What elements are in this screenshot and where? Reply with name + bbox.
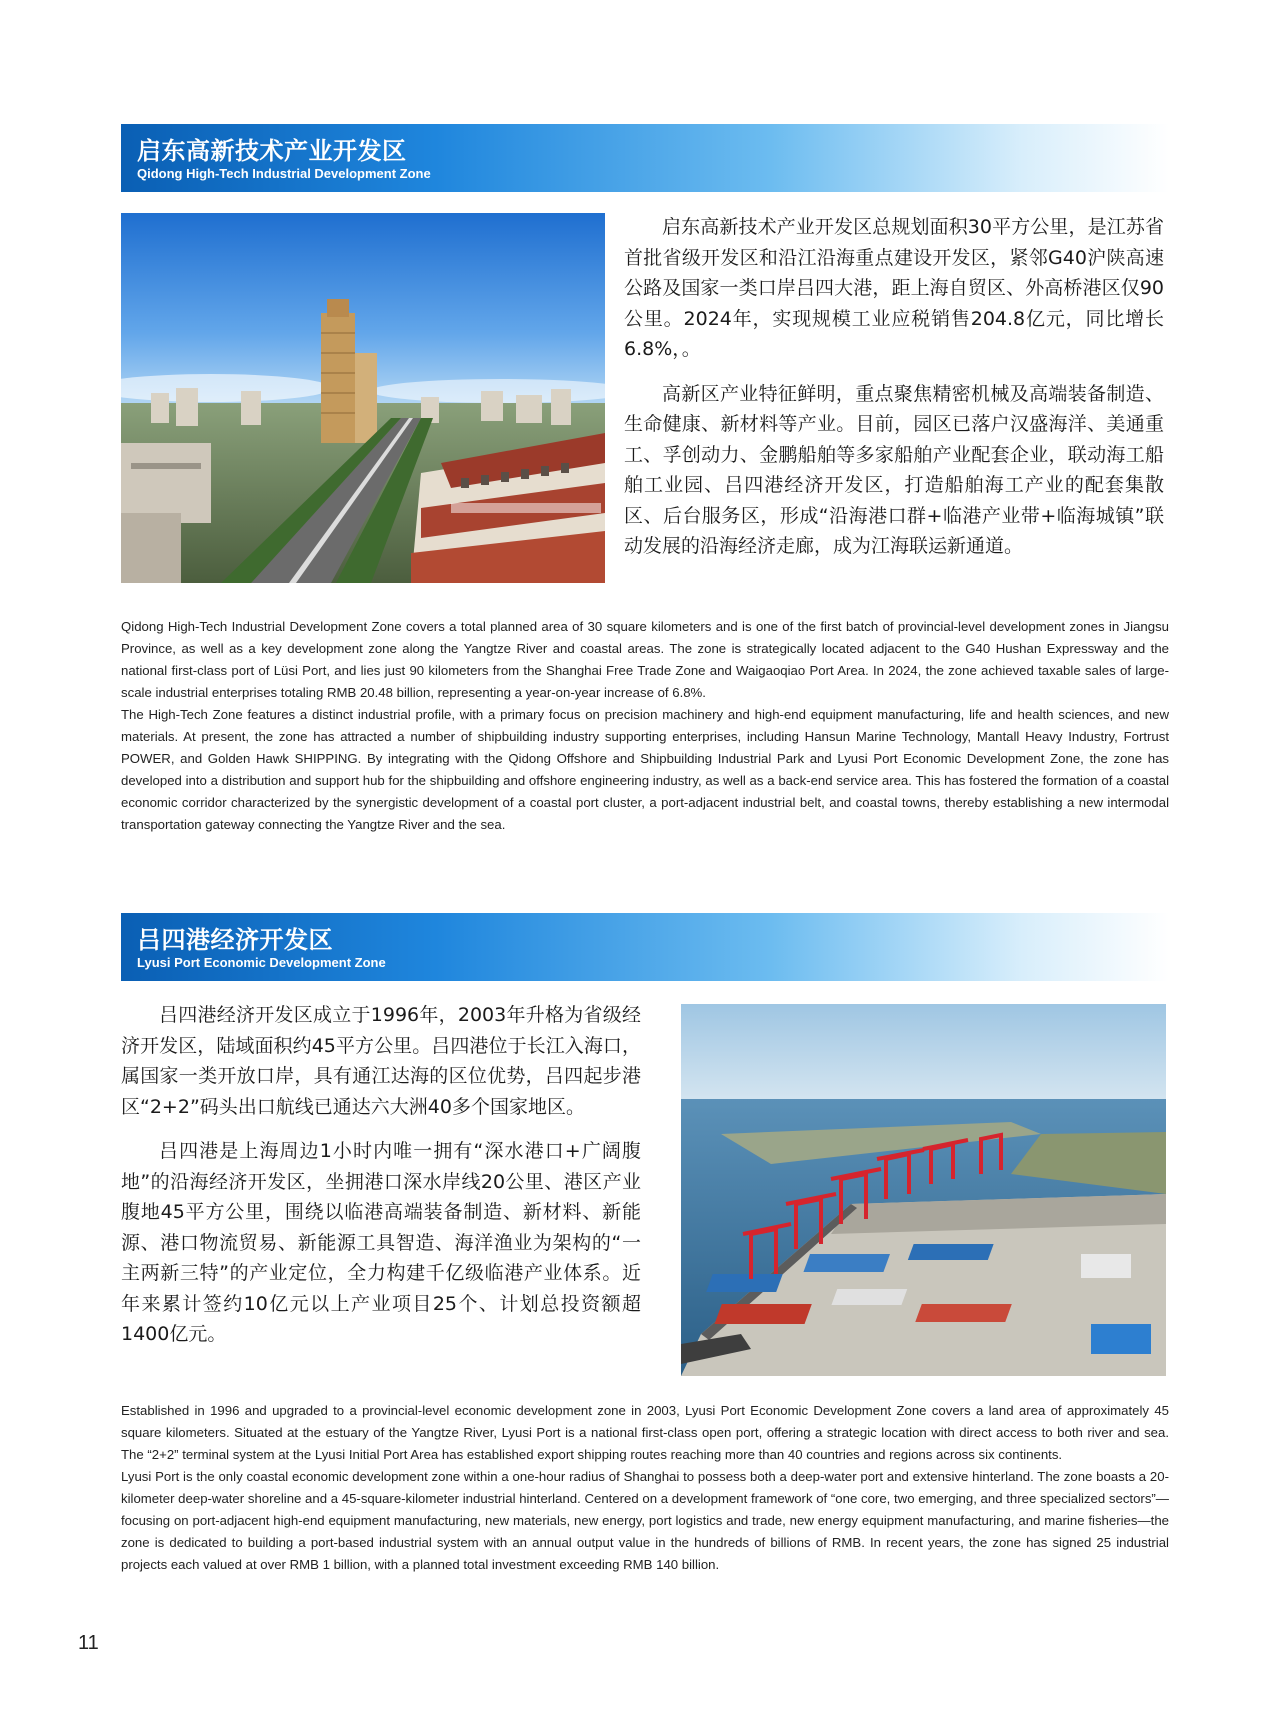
section-title-en: Qidong High-Tech Industrial Development Zone: [137, 166, 431, 181]
section2-zh-paragraph-2: 吕四港是上海周边1小时内唯一拥有“深水港口+广阔腹地”的沿海经济开发区，坐拥港口深水岸线20公里、港区产业腹地45平方公里，围绕以临港高端装备制造、新材料、新能源、港口物流贸易、新能源工具智造、海洋渔业为架构的“一主两新三特”的产业定位，全力构建千亿级临港产业体系。近年来累计签约10亿元以上产业项目25个、计划总投资额超1400亿元。: [121, 1140, 641, 1345]
section1-zh-paragraph-2: 高新区产业特征鲜明，重点聚焦精密机械及高端装备制造、生命健康、新材料等产业。目前，园区已落户汉盛海洋、美通重工、孚创动力、金鹏船舶等多家船舶产业配套企业，联动海工船舶工业园、吕四港经济开发区，打造船舶海工产业的配套集散区、后台服务区，形成“沿海港口群+临港产业带+临海城镇”联动发展的沿海经济走廊，成为江海联运新通道。: [624, 382, 1164, 557]
section-title-en: Lyusi Port Economic Development Zone: [137, 955, 386, 970]
section1-en-text: [121, 616, 1169, 836]
section1-en-paragraph-2: The High-Tech Zone features a distinct industrial profile, with a primary focus on precision machinery and high-end equipment manufacturing, life and health sciences, and new materials. At present, the zone has attracted a number of shipbuilding industry supporting enterprises, including Hansun Marine Technology, Mantall Heavy Industry, Fortrust POWER, and Golden Hawk SHIPPING. By integrating with the Qidong Offshore and Shipbuilding Industrial Park and Lyusi Port Economic Development Zone, the zone has developed into a distribution and support hub for the shipbuilding and offshore engineering industry, as well as a back-end service area. This has fostered the formation of a coastal economic corridor characterized by the synergistic development of a coastal port cluster, a port-adjacent industrial belt, and coastal towns, thereby establishing a new intermodal transportation gateway connecting the Yangtze River and the sea.: [121, 707, 1169, 832]
section1-zh-text: [624, 212, 1164, 576]
port-aerial-photo: [681, 1004, 1166, 1376]
section1-en-paragraph-1: Qidong High-Tech Industrial Development Zone covers a total planned area of 30 square kilometers and is one of the first batch of provincial-level development zones in Jiangsu Province, as well as a key development zone along the Yangtze River and coastal areas. The zone is strategically located adjacent to the G40 Hushan Expressway and the national first-class port of Lüsi Port, and lies just 90 kilometers from the Shanghai Free Trade Zone and Waigaoqiao Port Area. In 2024, the zone achieved taxable sales of large-scale industrial enterprises totaling RMB 20.48 billion, representing a year-on-year increase of 6.8%.: [121, 619, 1169, 700]
city-aerial-photo: [121, 213, 605, 583]
section1-zh-paragraph-1: 启东高新技术产业开发区总规划面积30平方公里，是江苏省首批省级开发区和沿江沿海重点建设开发区，紧邻G40沪陕高速公路及国家一类口岸吕四大港，距上海自贸区、外高桥港区仅90公里。2024年，实现规模工业应税销售204.8亿元，同比增长6.8%，。: [624, 216, 1164, 360]
section2-zh-text: [121, 1000, 641, 1364]
section2-zh-paragraph-1: 吕四港经济开发区成立于1996年，2003年升格为省级经济开发区，陆域面积约45平方公里。吕四港位于长江入海口，属国家一类开放口岸，具有通江达海的区位优势，吕四起步港区“2+2”码头出口航线已通达六大洲40多个国家地区。: [121, 1004, 641, 1118]
page-number: 11: [78, 1632, 99, 1654]
section2-en-paragraph-1: Established in 1996 and upgraded to a provincial-level economic development zone in 2003, Lyusi Port Economic Development Zone covers a land area of approximately 45 square kilometers. Situated at the estuary of the Yangtze River, Lyusi Port is a national first-class open port, offering a strategic location with direct access to both river and sea. The “2+2” terminal system at the Lyusi Initial Port Area has established export shipping routes reaching more than 40 countries and regions across six continents.: [121, 1403, 1169, 1462]
section2-en-text: [121, 1400, 1169, 1576]
section2-en-paragraph-2: Lyusi Port is the only coastal economic development zone within a one-hour radius of Shanghai to possess both a deep-water port and extensive hinterland. The zone boasts a 20-kilometer deep-water shoreline and a 45-square-kilometer industrial hinterland. Centered on a development framework of “one core, two emerging, and three specialized sectors”—focusing on port-adjacent high-end equipment manufacturing, new materials, new energy, port logistics and trade, new energy equipment manufacturing, and marine fisheries—the zone is dedicated to building a port-based industrial system with an annual output value in the hundreds of billions of RMB. In recent years, the zone has signed 25 industrial projects each valued at over RMB 1 billion, with a planned total investment exceeding RMB 140 billion.: [121, 1469, 1169, 1572]
section-header-qidong: [121, 124, 1169, 192]
section-title-zh: 吕四港经济开发区: [137, 926, 333, 954]
section-header-lyusi: [121, 913, 1169, 981]
section-title-zh: 启东高新技术产业开发区: [137, 137, 407, 165]
